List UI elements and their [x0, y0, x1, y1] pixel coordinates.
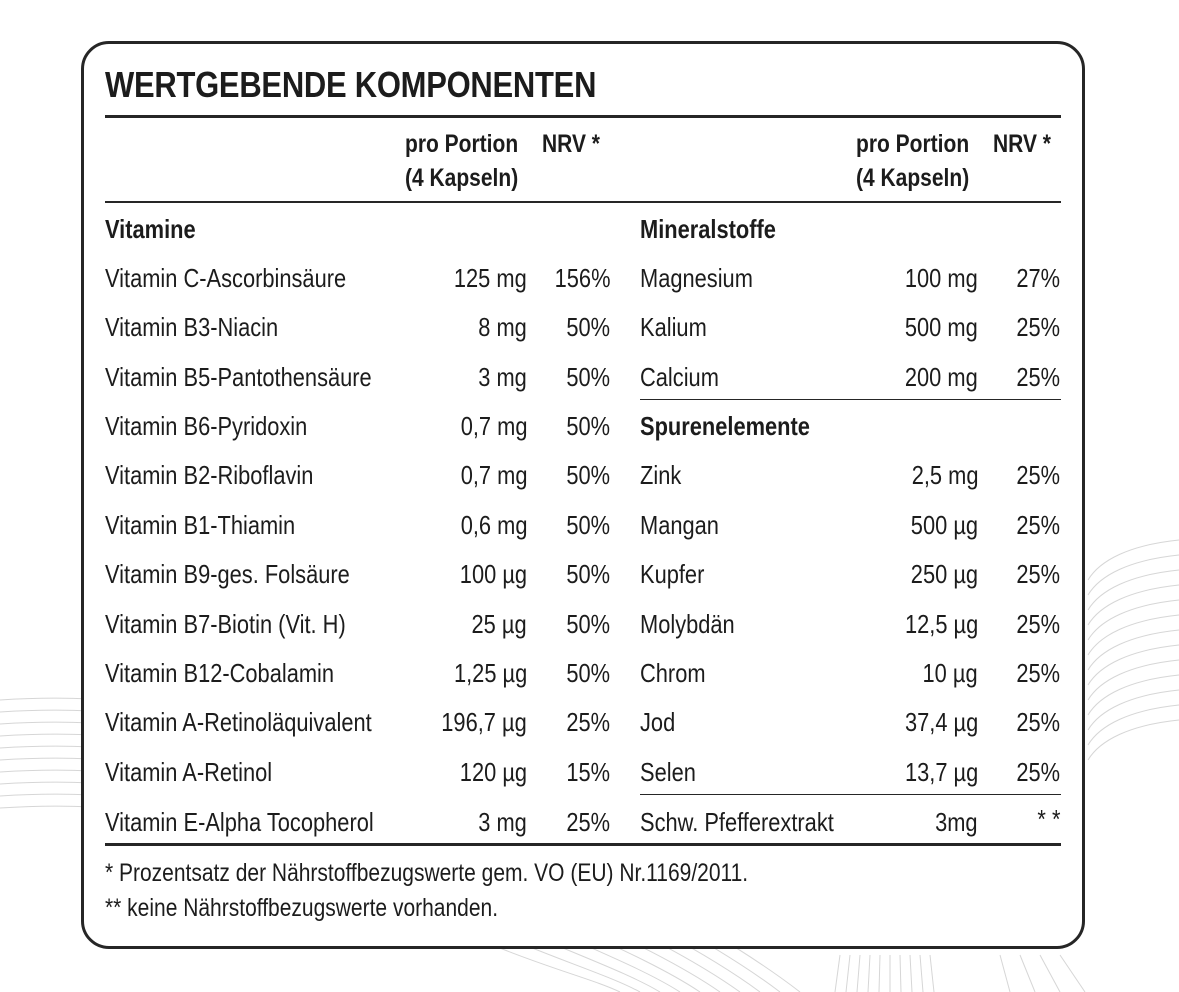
vitamin-amount: 8 mg [478, 312, 527, 342]
vitamin-name: Vitamin C-Ascorbinsäure [105, 263, 347, 293]
trace-element-amount: 13,7 µg [904, 757, 978, 787]
trace-element-nrv: 25% [1016, 510, 1060, 540]
vitamin-amount: 3 mg [478, 362, 527, 392]
header-portion-left-line1: pro Portion [405, 130, 519, 158]
vitamin-nrv: 50% [566, 658, 610, 688]
vitamin-name: Vitamin B3-Niacin [105, 312, 279, 342]
vitamin-nrv: 15% [566, 757, 610, 787]
table-bottom-rule [105, 843, 1061, 846]
mineral-nrv: 27% [1016, 263, 1060, 293]
title-rule [105, 115, 1061, 118]
trace-element-nrv: 25% [1016, 707, 1060, 737]
vitamin-amount: 0,7 mg [460, 411, 527, 441]
vitamin-name: Vitamin B6-Pyridoxin [105, 411, 308, 441]
vitamins-heading: Vitamine [105, 214, 196, 244]
vitamin-amount: 1,25 µg [453, 658, 527, 688]
mineral-name: Kalium [640, 312, 707, 342]
extra-amount: 3mg [935, 807, 978, 837]
trace-element-amount: 500 µg [910, 510, 978, 540]
mineral-nrv: 25% [1016, 362, 1060, 392]
vitamin-name: Vitamin B7-Biotin (Vit. H) [105, 609, 346, 639]
footnote-nrv: * Prozentsatz der Nährstoffbezugswerte gem. VO (EU) Nr.1169/2011. [105, 859, 749, 887]
vitamin-nrv: 25% [566, 707, 610, 737]
vitamin-amount: 125 mg [454, 263, 527, 293]
vitamin-nrv: 50% [566, 609, 610, 639]
mineral-name: Magnesium [640, 263, 753, 293]
vitamin-amount: 3 mg [478, 807, 527, 837]
vitamin-name: Vitamin E-Alpha Tocopherol [105, 807, 374, 837]
mineral-name: Calcium [640, 362, 719, 392]
vitamin-amount: 120 µg [459, 757, 527, 787]
trace-element-name: Jod [640, 707, 676, 737]
extra-name: Schw. Pfefferextrakt [640, 807, 834, 837]
vitamin-nrv: 50% [566, 559, 610, 589]
vitamin-name: Vitamin B1-Thiamin [105, 510, 296, 540]
trace-element-name: Chrom [640, 658, 706, 688]
trace-element-nrv: 25% [1016, 757, 1060, 787]
trace-element-amount: 10 µg [922, 658, 978, 688]
vitamin-name: Vitamin A-Retinoläquivalent [105, 707, 372, 737]
vitamin-amount: 0,7 mg [460, 460, 527, 490]
trace-elements-heading: Spurenelemente [640, 411, 810, 441]
vitamin-nrv: 50% [566, 460, 610, 490]
vitamin-amount: 0,6 mg [460, 510, 527, 540]
trace-element-nrv: 25% [1016, 658, 1060, 688]
trace-element-amount: 250 µg [910, 559, 978, 589]
trace-element-name: Zink [640, 460, 682, 490]
trace-element-nrv: 25% [1016, 559, 1060, 589]
trace-element-amount: 12,5 µg [904, 609, 978, 639]
minerals-rule [640, 399, 1061, 400]
vitamin-nrv: 50% [566, 312, 610, 342]
vitamin-amount: 100 µg [459, 559, 527, 589]
trace-element-name: Selen [640, 757, 696, 787]
vitamin-nrv: 50% [566, 362, 610, 392]
trace-elements-rule [640, 794, 1061, 795]
trace-element-nrv: 25% [1016, 460, 1060, 490]
header-rule [105, 201, 1061, 203]
mineral-nrv: 25% [1016, 312, 1060, 342]
header-nrv-right: NRV * [993, 130, 1051, 158]
trace-element-name: Molybdän [640, 609, 735, 639]
page-title: WERTGEBENDE KOMPONENTEN [105, 64, 597, 105]
trace-element-amount: 37,4 µg [904, 707, 978, 737]
header-nrv-left: NRV * [542, 130, 600, 158]
trace-element-amount: 2,5 mg [911, 460, 978, 490]
trace-element-name: Kupfer [640, 559, 705, 589]
mineral-amount: 200 mg [905, 362, 978, 392]
footnote-no-nrv: ** keine Nährstoffbezugswerte vorhanden. [105, 894, 499, 922]
header-portion-left-line2: (4 Kapseln) [405, 164, 519, 192]
vitamin-amount: 25 µg [471, 609, 527, 639]
header-portion-right-line2: (4 Kapseln) [856, 164, 970, 192]
mineral-amount: 500 mg [905, 312, 978, 342]
trace-element-nrv: 25% [1016, 609, 1060, 639]
vitamin-nrv: 50% [566, 510, 610, 540]
trace-element-name: Mangan [640, 510, 719, 540]
vitamin-nrv: 156% [554, 263, 610, 293]
vitamin-name: Vitamin B12-Cobalamin [105, 658, 335, 688]
vitamin-name: Vitamin B5-Pantothensäure [105, 362, 372, 392]
header-portion-right-line1: pro Portion [856, 130, 970, 158]
vitamin-name: Vitamin B9-ges. Folsäure [105, 559, 350, 589]
vitamin-name: Vitamin B2-Riboflavin [105, 460, 314, 490]
vitamin-nrv: 50% [566, 411, 610, 441]
vitamin-name: Vitamin A-Retinol [105, 757, 273, 787]
vitamin-nrv: 25% [566, 807, 610, 837]
mineral-amount: 100 mg [905, 263, 978, 293]
extra-nrv: * * [1036, 804, 1060, 834]
vitamin-amount: 196,7 µg [441, 707, 527, 737]
minerals-heading: Mineralstoffe [640, 214, 776, 244]
